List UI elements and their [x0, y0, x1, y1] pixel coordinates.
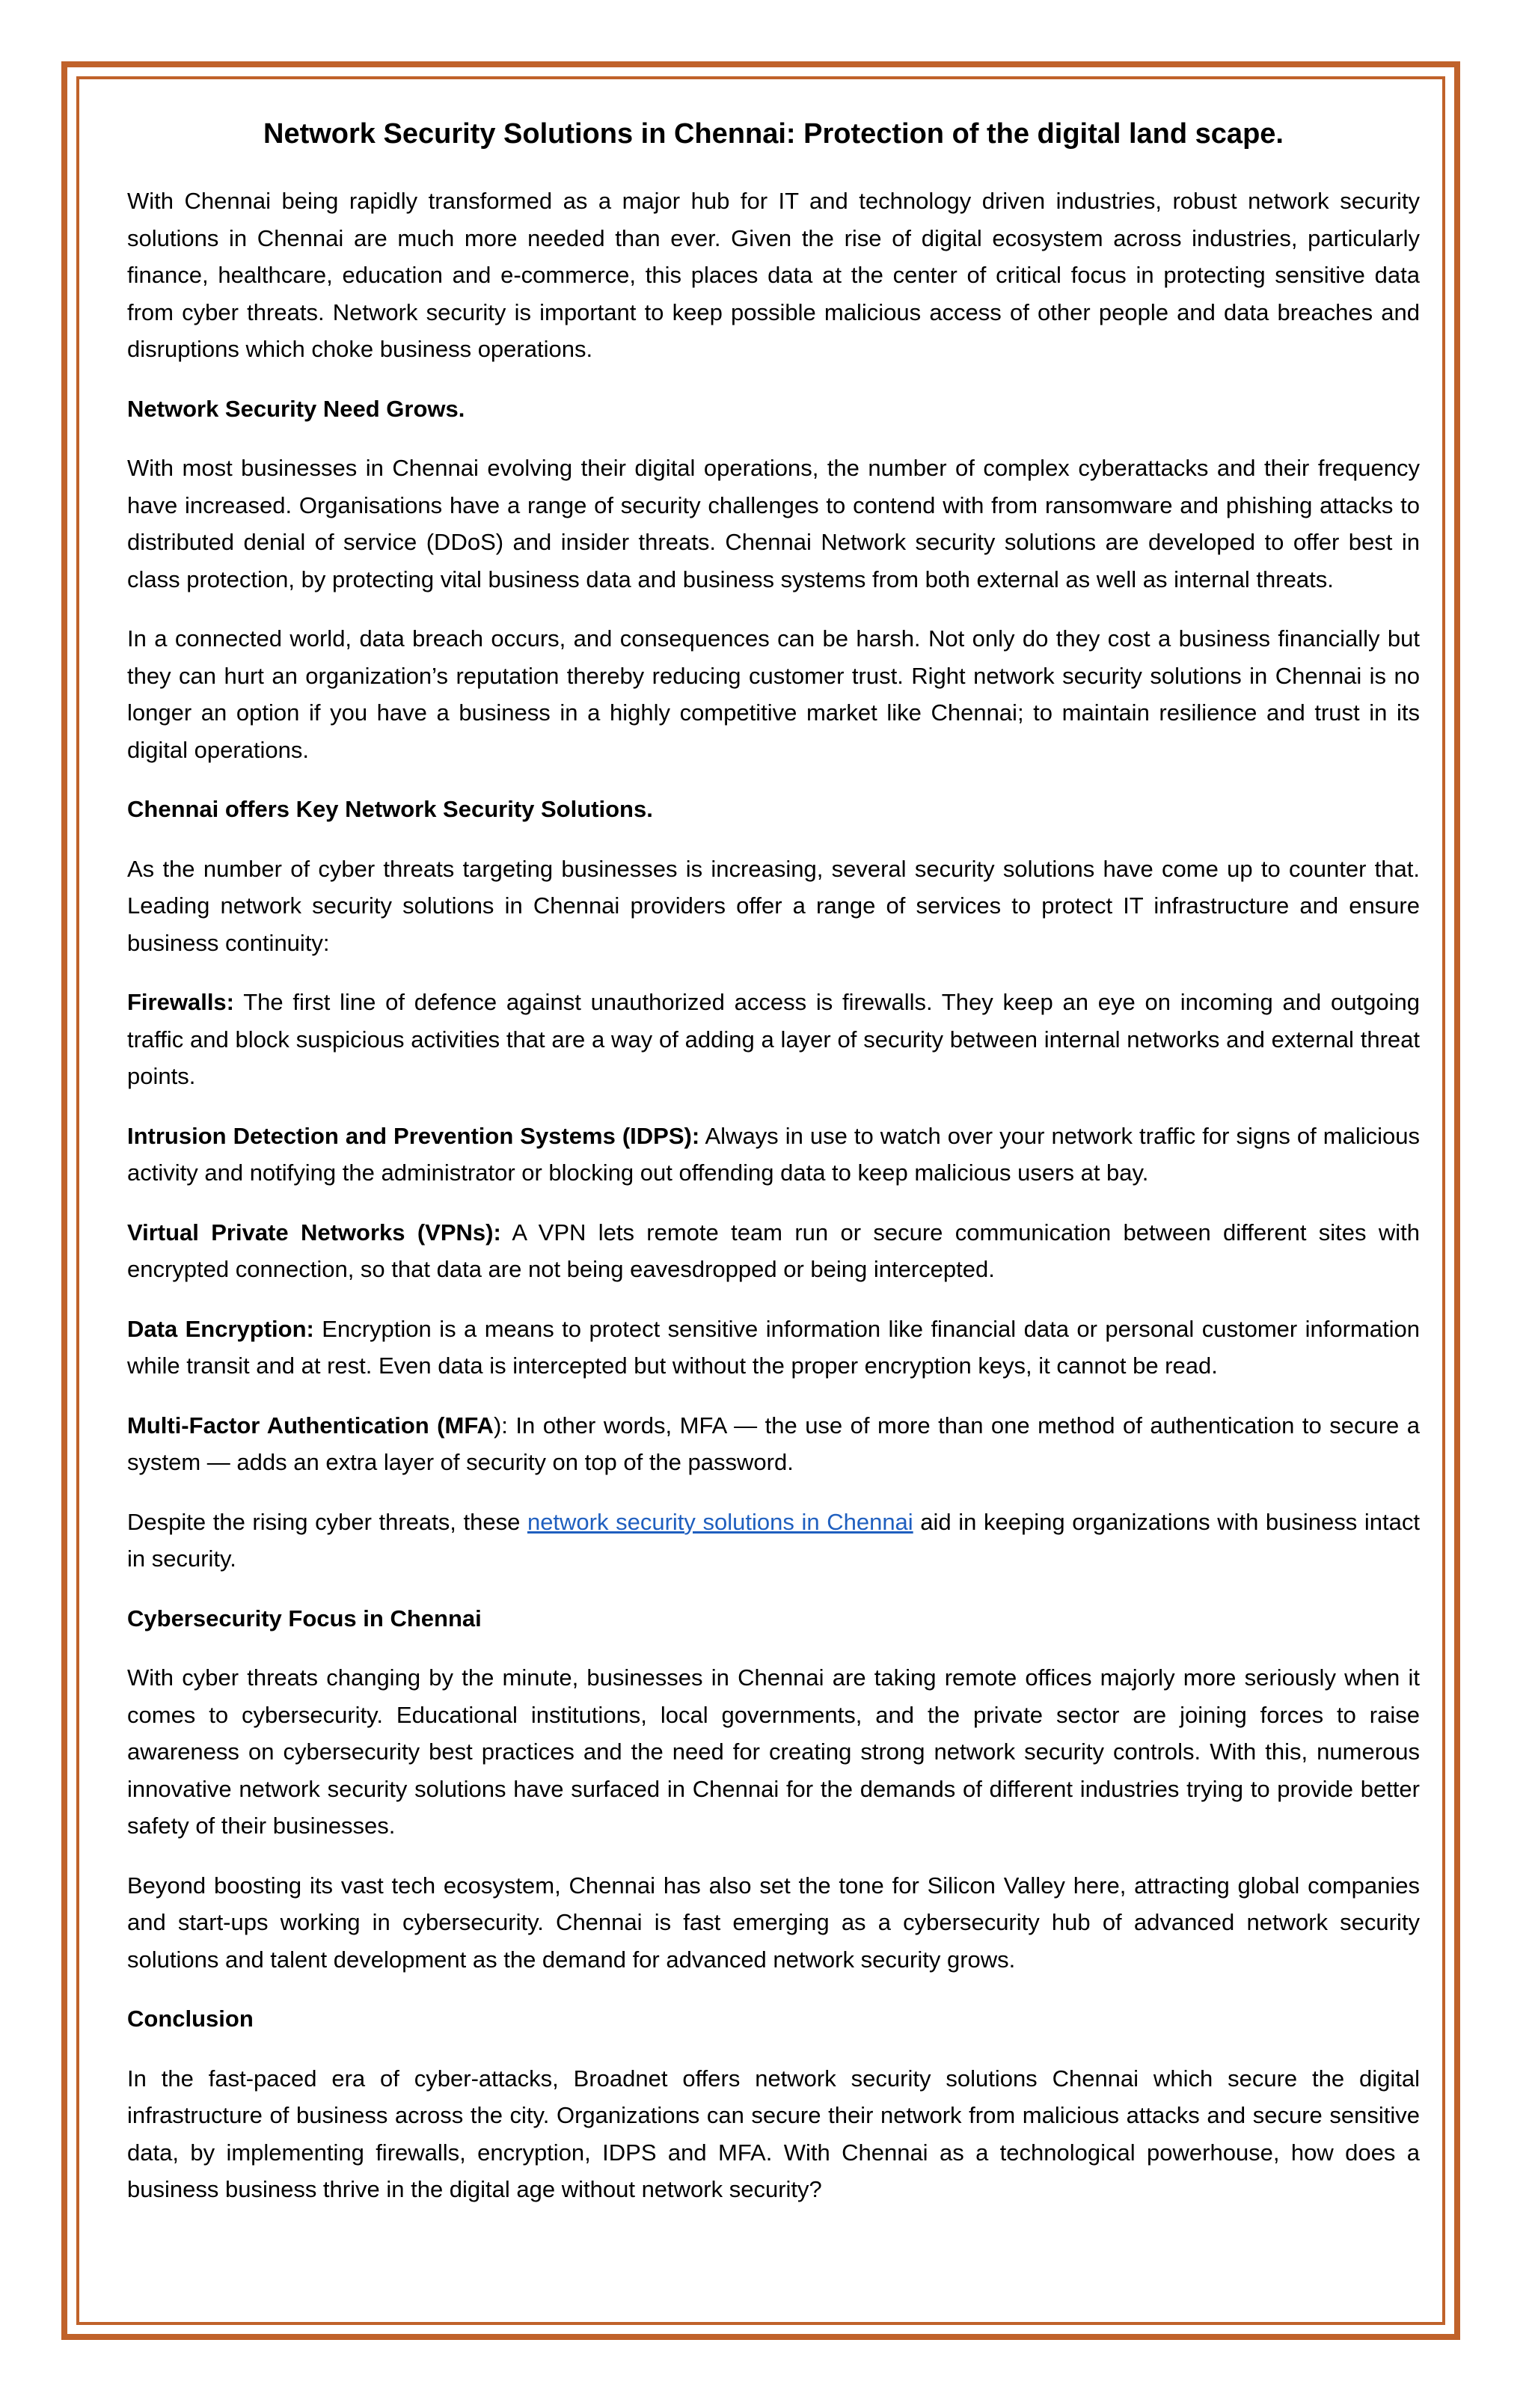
need-grows-paragraph-2: In a connected world, data breach occurs, and consequences can be harsh. Not only do they cost a business financially but they can hurt an organization’s reputation thereby reducing customer trust. Right network security solutions in Chennai is no longer an option if you have a business in a highly competitive market like Chennai; to maintain resilience and trust in its digital operations.: [127, 625, 1420, 763]
solution-item-idps: [127, 1118, 1420, 1192]
heading-conclusion: Conclusion: [127, 2006, 254, 2032]
solution-item-vpn: [127, 1214, 1420, 1288]
solution-item-mfa: [127, 1407, 1420, 1481]
solution-term: Firewalls:: [127, 989, 234, 1015]
solution-item-firewalls: [127, 984, 1420, 1095]
solution-text: The first line of defence against unauthorized access is firewalls. They keep an eye on incoming and outgoing traffic and block suspicious activities that are a way of adding a layer of security between internal networks and external threat points.: [127, 989, 1420, 1089]
solution-item-encryption: [127, 1311, 1420, 1385]
heading-cybersecurity-focus: Cybersecurity Focus in Chennai: [127, 1605, 482, 1632]
key-solutions-paragraph: As the number of cyber threats targeting businesses is increasing, several security solutions have come up to counter that. Leading network security solutions in Chennai providers offer a range of services to protect IT infrastructure and ensure business continuity:: [127, 855, 1420, 956]
document-body: [127, 112, 1420, 2231]
solutions-closing-paragraph: [127, 1504, 1420, 1578]
conclusion-paragraph: In the fast-paced era of cyber-attacks, Broadnet offers network security solutions Chennai which secure the digital infrastructure of business across the city. Organizations can secure their network from malicious attacks and secure sensitive data, by implementing firewalls, encryption, IDPS and MFA. With Chennai as a technological powerhouse, how does a business business thrive in the digital age without network security?: [127, 2065, 1420, 2202]
solution-term: Intrusion Detection and Prevention Systems (IDPS):: [127, 1122, 700, 1149]
closing-text-after: aid in keeping organizations with business intact in security.: [127, 1508, 1420, 1572]
solution-text: Encryption is a means to protect sensitive information like financial data or personal customer information while transit and at rest. Even data is intercepted but without the proper encryption keys, it cannot be read.: [127, 1315, 1421, 1379]
document-title: Network Security Solutions in Chennai: Protection of the digital land scape.: [263, 118, 1284, 150]
solution-term: Virtual Private Networks (VPNs):: [127, 1219, 501, 1246]
solution-term: Multi-Factor Authentication (MFA: [127, 1412, 494, 1439]
closing-text-before: Despite the rising cyber threats, these: [127, 1508, 527, 1535]
cybersecurity-focus-paragraph-1: With cyber threats changing by the minute, businesses in Chennai are taking remote offices majorly more seriously when it comes to cybersecurity. Educational institutions, local governments, and the private sector are joining forces to raise awareness on cybersecurity best practices and the need for creating strong network security controls. With this, numerous innovative network security solutions have surfaced in Chennai for the demands of different industries trying to provide better safety of their businesses.: [127, 1664, 1420, 1839]
network-security-solutions-link[interactable]: network security solutions in Chennai: [527, 1508, 913, 1535]
intro-paragraph: With Chennai being rapidly transformed as a major hub for IT and technology driven industries, robust network security solutions in Chennai are much more needed than ever. Given the rise of digital ecosystem across industries, particularly finance, healthcare, education and e-commerce, this places data at the center of critical focus in protecting sensitive data from cyber threats. Network security is important to keep possible malicious access of other people and data breaches and disruptions which choke business operations.: [127, 188, 1420, 362]
heading-need-grows: Network Security Need Grows.: [127, 395, 465, 422]
need-grows-paragraph-1: With most businesses in Chennai evolving their digital operations, the number of complex cyberattacks and their frequency have increased. Organisations have a range of security challenges to contend with from ransomware and phishing attacks to distributed denial of service (DDoS) and insider threats. Chennai Network security solutions are developed to offer best in class protection, by protecting vital business data and business systems from both external as well as internal threats.: [127, 455, 1420, 592]
solution-text: ): In other words, MFA — the use of more than one method of authentication to secure a system — adds an extra layer of security on top of the password.: [127, 1412, 1420, 1475]
cybersecurity-focus-paragraph-2: Beyond boosting its vast tech ecosystem, Chennai has also set the tone for Silicon Valley here, attracting global companies and start-ups working in cybersecurity. Chennai is fast emerging as a cybersecurity hub of advanced network security solutions and talent development as the demand for advanced network security grows.: [127, 1872, 1420, 1973]
solution-text: A VPN lets remote team run or secure communication between different sites with encrypted connection, so that data are not being eavesdropped or being intercepted.: [127, 1219, 1420, 1282]
solution-text: Always in use to watch over your network traffic for signs of malicious activity and notifying the administrator or blocking out offending data to keep malicious users at bay.: [127, 1122, 1420, 1186]
solution-term: Data Encryption:: [127, 1315, 314, 1342]
heading-key-solutions: Chennai offers Key Network Security Solutions.: [127, 796, 653, 822]
